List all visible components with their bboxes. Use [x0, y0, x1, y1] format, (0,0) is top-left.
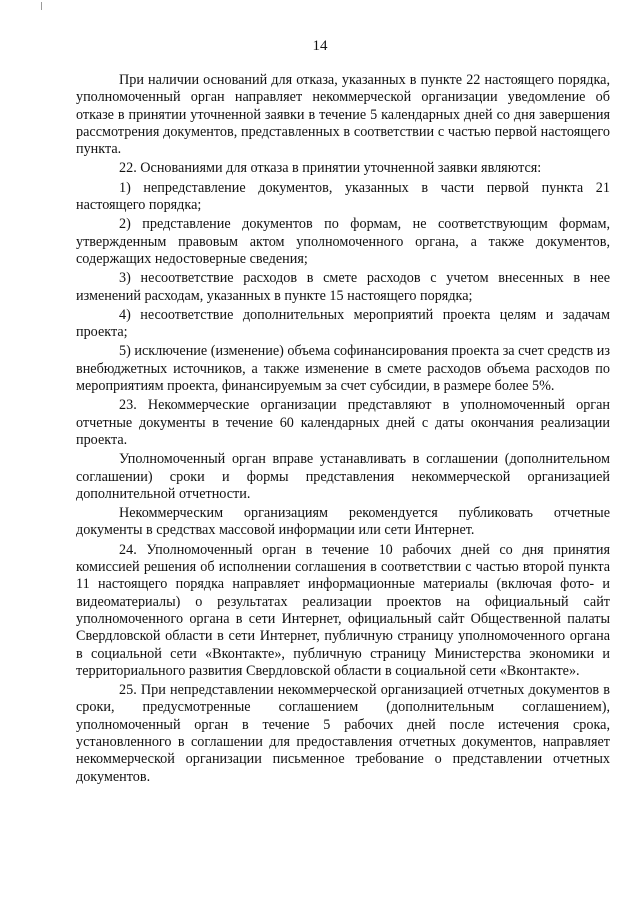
paragraph-24: 24. Уполномоченный орган в течение 10 рабочих дней со дня принятия комиссией решения об исполнении соглашения в соответствии с частью второй пункта 11 настоящего порядка направляет информационные материалы (включая фото- и видеоматериалы) о результатах реализации проектов на официальный сайт уполномоченного органа в сети Интернет, официальный сайт Общественной палаты Свердловской области в сети Интернет, публичную страницу уполномоченного органа в социальной сети «Вконтакте», публичную страницу Министерства экономики и территориального развития Свердловской области в социальной сети «Вконтакте».	[76, 541, 610, 679]
paragraph-22-item-1: 1) непредставление документов, указанных в части первой пункта 21 настоящего порядка;	[76, 179, 610, 214]
paragraph-22-item-4: 4) несоответствие дополнительных мероприятий проекта целям и задачам проекта;	[76, 306, 610, 341]
paragraph-refusal-notice: При наличии оснований для отказа, указанных в пункте 22 настоящего порядка, уполномоченный орган направляет некоммерческой организации уведомление об отказе в принятии уточненной заявки в течение 5 календарных дней со дня завершения рассмотрения документов, представленных в соответствии с частью первой настоящего пункта.	[76, 72, 610, 158]
paragraph-22-item-3: 3) несоответствие расходов в смете расходов с учетом внесенных в нее изменений расходам, указанных в пункте 15 настоящего порядка;	[76, 270, 610, 304]
paragraph-22-item-5: 5) исключение (изменение) объема софинансирования проекта за счет средств из внебюджетных источников, а также изменение в смете расходов объема расходов по мероприятиям проекта, финансируемым за счет субсидии, в размере более 5%.	[76, 343, 610, 395]
paragraph-22-item-2: 2) представление документов по формам, не соответствующим формам, утвержденным правовым актом уполномоченного органа, а также документов, содержащих недостоверные сведения;	[76, 216, 610, 267]
paragraph-25: 25. При непредставлении некоммерческой организацией отчетных документов в сроки, предусмотренные соглашением (дополнительным соглашением), уполномоченный орган в течение 5 рабочих дней после истечения срока, установленного в соглашении для предоставления отчетных документов, направляет некоммерческой организации письменное требование о представлении отчетных документов.	[76, 682, 610, 785]
paragraph-22-heading: 22. Основаниями для отказа в принятии уточненной заявки являются:	[119, 160, 542, 177]
document-body	[76, 72, 610, 788]
paragraph-23: 23. Некоммерческие организации представляют в уполномоченный орган отчетные документы в течение 60 календарных дней с даты окончания реализации проекта.	[76, 397, 610, 448]
paragraph-23-publication: Некоммерческим организациям рекомендуется публиковать отчетные документы в средствах массовой информации или сети Интернет.	[76, 505, 610, 539]
scan-artifact-mark	[41, 2, 42, 10]
paragraph-23-additional-reporting: Уполномоченный орган вправе устанавливать в соглашении (дополнительном соглашении) сроки и формы представления некоммерческой организацией дополнительной отчетности.	[76, 451, 610, 502]
page-number: 14	[312, 38, 328, 54]
